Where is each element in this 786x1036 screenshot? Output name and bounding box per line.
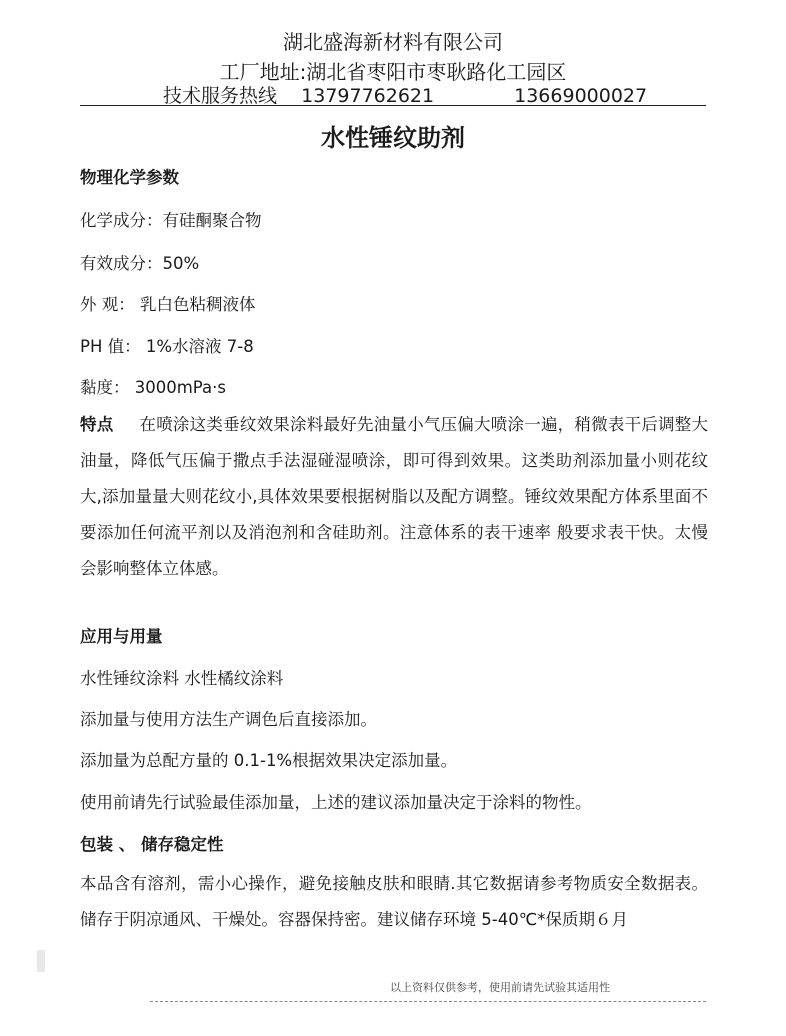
features-label: 特点 — [80, 415, 114, 434]
composition-line: 化学成分：有硅酮聚合物 — [80, 211, 262, 230]
usage-line-1: 水性锤纹涂料 水性橘纹涂料 — [80, 669, 284, 688]
features-paragraph — [80, 407, 708, 587]
hotline-row — [163, 81, 647, 108]
section-usage-heading: 应用与用量 — [80, 627, 163, 646]
effective-line: 有效成分：50% — [80, 254, 200, 273]
document-title: 水性锤纹助剂 — [321, 124, 465, 152]
header-divider — [80, 105, 706, 106]
storage-paragraph: 本品含有溶剂，需小心操作，避免接触皮肤和眼睛.其它数据请参考物质安全数据表。储存于阴凉通风、干燥处。容器保持密。建议储存环境 5-40℃*保质期６月 — [80, 874, 708, 929]
ph-line: PH 值： 1%水溶液 7-8 — [80, 337, 254, 356]
phone-2: 13669000027 — [514, 85, 648, 107]
section-physchem-heading: 物理化学参数 — [80, 168, 179, 187]
company-name: 湖北盛海新材料有限公司 — [283, 30, 503, 54]
features-text: 在喷涂这类垂纹效果涂料最好先油量小气压偏大喷涂一遍，稍微表干后调整大油量，降低气压偏于撒点手法湿碰湿喷涂，即可得到效果。这类助剂添加量小则花纹大,添加量量大则花纹小,具体效果要根据树脂以及配方调整。锤纹效果配方体系里面不要添加任何流平剂以及消泡剂和含硅助剂。注意体系的表干速率 般要求表干快。太慢会影响整体立体感。 — [80, 415, 709, 578]
factory-address: 工厂地址:湖北省枣阳市枣耿路化工园区 — [219, 60, 567, 84]
viscosity-line: 黏度： 3000mPa·s — [80, 378, 226, 397]
section-storage-heading: 包装 、 储存稳定性 — [80, 835, 224, 854]
usage-line-3: 添加量为总配方量的 0.1-1%根据效果决定添加量。 — [80, 751, 458, 770]
usage-line-4: 使用前请先行试验最佳添加量，上述的建议添加量决定于涂料的物性。 — [80, 793, 592, 812]
hotline-label: 技术服务热线 — [163, 85, 278, 107]
footer-note: 以上资料仅供参考，使用前请先试验其适用性 — [390, 981, 610, 994]
usage-line-2: 添加量与使用方法生产调色后直接添加。 — [80, 710, 377, 729]
appearance-line: 外 观： 乳白色粘稠液体 — [80, 295, 256, 314]
margin-mark — [37, 950, 45, 972]
phone-1: 13797762621 — [301, 85, 435, 107]
footer-divider — [150, 1001, 706, 1002]
